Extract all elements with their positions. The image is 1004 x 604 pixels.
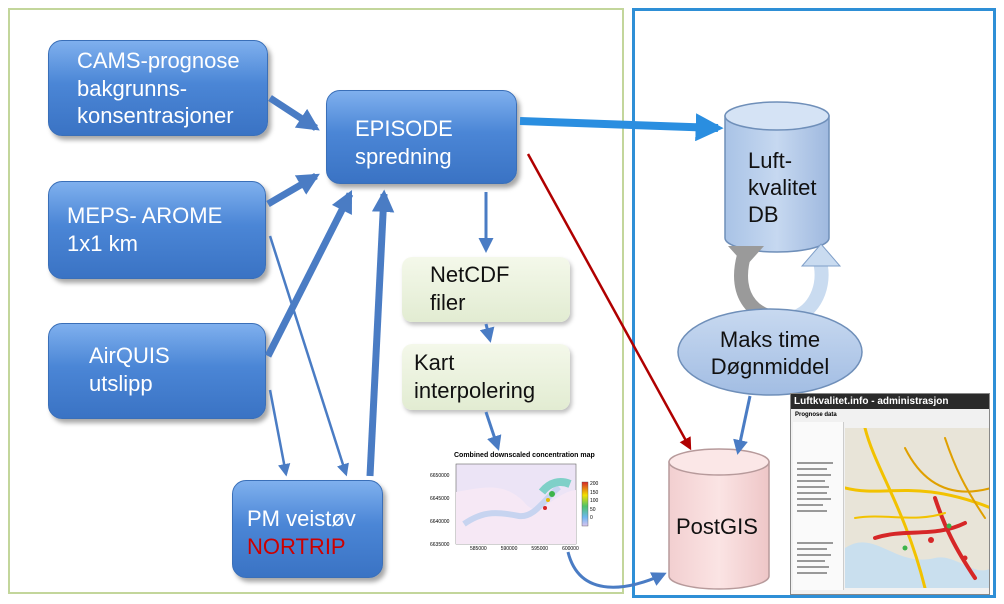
episode-to-db-arrow (520, 121, 718, 128)
netcdf-line-2: filer (430, 289, 466, 315)
cams-line-1: CAMS-prognose (77, 48, 240, 73)
y-tick: 6645000 (430, 496, 450, 502)
airquis-line-1: AirQUIS (89, 343, 170, 368)
pm-line-1: PM veistøv (247, 506, 356, 531)
netcdf-line-1: NetCDF (430, 262, 510, 287)
map-title: Combined downscaled concentration map (454, 452, 595, 459)
airquis-to-episode-arrow (268, 194, 350, 356)
episode-line-1: EPISODE (355, 116, 453, 141)
maks-line-2: Døgnmiddel (710, 353, 830, 379)
netcdf-to-kart-arrow (486, 324, 490, 340)
cbar-tick: 100 (590, 498, 599, 505)
db-line-1: Luft- (748, 148, 793, 173)
cbar-tick: 50 (590, 506, 596, 513)
y-tick: 6640000 (430, 519, 450, 525)
cams-line-2: bakgrunns- (77, 75, 188, 101)
cbar-tick: 200 (590, 481, 599, 487)
episode-to-postgis-arrow (528, 154, 690, 448)
pm-to-episode-arrow (370, 194, 384, 476)
cams-to-episode-arrow (270, 98, 316, 128)
airquis-line-2: utslipp (89, 370, 153, 396)
kart-to-map-arrow (486, 412, 498, 448)
map-to-postgis-arrow (568, 552, 664, 587)
db-line-2: kvalitet (748, 174, 817, 200)
y-tick: 6635000 (430, 542, 450, 548)
postgis-label: PostGIS (676, 514, 758, 539)
nortrip-label: NORTRIP (247, 533, 346, 559)
cbar-tick: 150 (590, 489, 599, 496)
screen-title: Luftkvalitet.info - administrasjon (791, 394, 989, 409)
meps-line-2: 1x1 km (67, 230, 138, 256)
y-tick: 6650000 (430, 473, 450, 479)
maks-line-1: Maks time (719, 327, 821, 352)
kart-line-1: Kart (414, 350, 455, 375)
x-tick: 590000 (500, 546, 518, 552)
kart-line-2: interpolering (414, 377, 536, 403)
maks-to-postgis-arrow (738, 396, 750, 452)
db-line-3: DB (748, 201, 779, 227)
episode-line-2: spredning (355, 143, 452, 169)
cams-line-3: konsentrasjoner (77, 103, 234, 128)
screen-heading: Prognose data (795, 412, 837, 418)
meps-to-episode-arrow (268, 176, 316, 204)
meps-line-1: MEPS- AROME (67, 203, 223, 228)
cbar-tick: 0 (590, 515, 593, 522)
x-tick: 600000 (562, 546, 579, 552)
x-tick: 585000 (470, 546, 487, 552)
x-tick: 595000 (531, 546, 549, 552)
airquis-to-pm-arrow (270, 390, 286, 474)
